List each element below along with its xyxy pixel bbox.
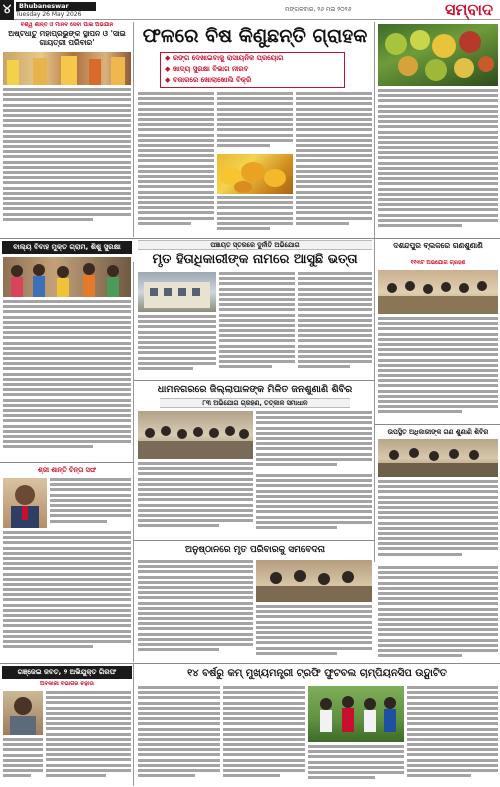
- left-mid-headline: ବାଲ୍ୟ ବିବାହ ମୁକ୍ତ ଗ୍ରାମ, ଶିଶୁ ସୁରକ୍ଷା: [2, 241, 132, 254]
- main-bullets-box: [160, 52, 345, 88]
- football-body-col2: [223, 686, 305, 785]
- main-bullet: ◆ ବଜାରରେ ଖୋଲାଖୋଲି ବିକ୍ରି: [161, 75, 344, 86]
- fruit-photo: [217, 154, 293, 194]
- right-lower-headline: ଉପସ୍ଥିତ ଅଧିକାରୀଙ୍କ ଗଣ ଶୁଣାଣି ଶିବିର: [387, 428, 489, 436]
- section-rule: [375, 238, 500, 239]
- corruption-body-col3: [298, 272, 372, 377]
- football-photo: [308, 686, 404, 742]
- corruption-headline: ମୃତ ହିତାଧିକାରୀଙ୍କ ନାମରେ ଆସୁଛି ଭତ୍ତା: [152, 252, 358, 267]
- portrait-photo: [3, 478, 47, 528]
- sympathy-body-col1: [138, 560, 253, 660]
- top-left-kicker: ବିଶ୍ୱ ଶାନ୍ତି ଓ ମାନବ ସେବା ପାଇଁ ଅଭିଯାନ: [20, 22, 114, 28]
- ceremony-photo: [3, 52, 131, 85]
- right-lower-body: [378, 480, 498, 562]
- left-mid-body: [3, 300, 131, 460]
- camp-body-right2: [256, 474, 372, 537]
- football-photo-players: [308, 686, 404, 742]
- fruit-photo-fruits: [217, 154, 293, 194]
- meeting-photo-people: [378, 439, 498, 477]
- fruit-vendor-photo: [378, 24, 498, 86]
- sympathy-headline: ଅନୁଷ୍ଠାନରେ ମୃତ ପରିବାରକୁ ସମବେଦନା: [185, 545, 325, 555]
- ceremony-photo-figures: [3, 52, 131, 85]
- children-photo: [3, 257, 131, 297]
- edition-label: Bhubaneswar: [16, 2, 96, 11]
- left-lower-body-a: [50, 478, 131, 528]
- camp-body-right: [256, 411, 372, 471]
- section-rule: [375, 424, 500, 425]
- page-number: ୪: [0, 0, 14, 20]
- main-body-col2b: [217, 196, 293, 236]
- column-divider: [133, 262, 134, 662]
- corruption-body-col1: [138, 315, 216, 377]
- main-bullet: ◆ ଖାଦ୍ୟ ସୁରକ୍ଷା ବିଭାଗ ନୀରବ: [161, 64, 344, 75]
- bottom-left-body-b: [3, 738, 43, 785]
- main-body-col2: [217, 92, 293, 152]
- camp-photo: [138, 411, 253, 459]
- column-divider: [374, 22, 375, 562]
- section-rule: [0, 462, 133, 463]
- right-mid-kicker: ୧୧୩ଟି ଅଭିଯୋଗ ଗ୍ରହଣ: [410, 260, 466, 266]
- accused-photo-person: [3, 691, 43, 735]
- camp-body-left: [138, 462, 253, 537]
- dateline: Tuesday 26 May 2026: [16, 11, 82, 18]
- camp-headline: ଧାମନଗରରେ ଜିଲ୍ଲାପାଳଙ୍କ ମିଳିତ ଜନଶୁଣାଣି ଶିବିର: [157, 384, 353, 395]
- corruption-kicker: ପଞ୍ଚାୟତ ସ୍ତରରେ ଦୁର୍ନୀତି ଅଭିଯୋଗ: [138, 240, 372, 250]
- main-bullet: ◆ ରଙ୍ଗ ଦେଖାଇବାକୁ ରାସାୟନିକ ପ୍ରୟୋଗ: [161, 53, 344, 64]
- football-body-col4: [407, 686, 498, 785]
- football-body-col1: [138, 686, 220, 785]
- office-photo: [138, 272, 216, 312]
- meeting-photo: [378, 439, 498, 477]
- hearing-photo: [378, 270, 498, 314]
- main-body-col1: [138, 92, 214, 232]
- sympathy-body-col2: [256, 605, 372, 660]
- corruption-body-col2: [219, 272, 295, 377]
- main-body-col3: [296, 92, 372, 236]
- sympathy-photo-people: [256, 560, 372, 602]
- portrait-photo-person: [3, 478, 47, 528]
- accused-photo: [3, 691, 43, 735]
- left-lower-body-b: [3, 531, 131, 659]
- section-rule: [134, 380, 374, 381]
- newspaper-logo: ସମ୍ବାଦ: [445, 0, 493, 19]
- bottom-main-headline: ୧୪ ବର୍ଷରୁ କମ୍ ମୁଖ୍ୟମନ୍ତ୍ରୀ ଟ୍ରଫି ଫୁଟବଲ ଚାମ୍ପିୟନସିପ ଉଦ୍ଘାଟିତ: [187, 668, 447, 679]
- section-rule: [134, 540, 374, 541]
- masthead: [0, 0, 500, 20]
- hearing-photo-people: [378, 270, 498, 314]
- column-divider: [133, 22, 134, 237]
- fruit-vendor-photo-items: [378, 24, 498, 86]
- top-right-body: [378, 89, 498, 237]
- right-mid-body: [378, 317, 498, 422]
- top-left-headline: ଅଷ୍ଟଧାତୁ ମହାପ୍ରଭୁଙ୍କ ସ୍ଥାପନ ଓ 'ସାଇ ଗାୟତ୍ରୀ ପରିବାର': [8, 29, 126, 47]
- bottom-left-body: [46, 691, 131, 785]
- section-rule: [0, 238, 374, 239]
- column-divider: [133, 664, 134, 786]
- section-rule: [0, 663, 500, 664]
- left-lower-headline: ଶ୍ରୀ ଶାନ୍ତି ଚିନ୍ତା ସଙ୍ଘ: [37, 466, 97, 474]
- right-lower-body-continued: [378, 566, 498, 662]
- football-body-col3: [308, 745, 404, 785]
- center-date: ମଙ୍ଗଳବାର, ୨୬ ମଇ ୨୦୨୬: [285, 6, 352, 13]
- children-photo-figures: [3, 257, 131, 297]
- office-photo-building: [138, 272, 216, 312]
- sympathy-photo: [256, 560, 372, 602]
- bottom-left-headline: ଗଞ୍ଜେଇ ଜବତ, ୨ ଅଭିଯୁକ୍ତ ଗିରଫ: [2, 666, 132, 679]
- top-left-body: [3, 88, 131, 228]
- main-headline: ଫଳରେ ବିଷ କିଣୁଛନ୍ତି ଗ୍ରାହକ: [142, 25, 368, 47]
- bottom-left-kicker: ଅବକାରୀ ବିଭାଗର ଚଢ଼ାଉ: [40, 681, 94, 687]
- camp-photo-crowd: [138, 411, 253, 459]
- camp-kicker: ୮୩ ଅଭିଯୋଗ ଗ୍ରହଣ, ତତ୍କାଳ ସମାଧାନ: [160, 398, 350, 408]
- right-mid-headline: ଦଶନ୍ଦପୁର ବ୍ଲକରେ ଗଣଶୁଣାଣି: [393, 241, 483, 250]
